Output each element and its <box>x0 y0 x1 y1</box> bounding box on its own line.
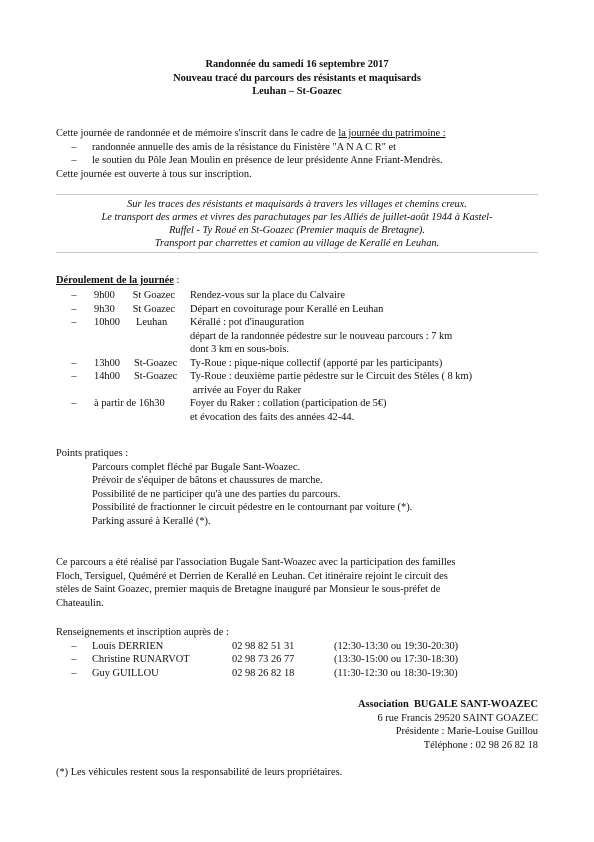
quote-line: Sur les traces des résistants et maquisards à travers les villages et chemins creux. <box>127 199 467 210</box>
contact-hours: (12:30-13:30 ou 19:30-20:30) <box>334 640 459 652</box>
header-title: Randonnée du samedi 16 septembre 2017 <box>205 59 389 70</box>
quote-line: Transport par charrettes et camion au village de Kerallé en Leuhan. <box>154 238 440 249</box>
paragraph-line: Ce parcours a été réalisé par l'association Bugale Sant-Woazec avec la participation des familles <box>56 557 456 568</box>
schedule-place: St Goazec <box>132 303 176 315</box>
heritage-day-link: la journée du patrimoine : <box>338 128 446 139</box>
dash-marker: – <box>71 371 77 382</box>
paragraph-line: Chateaulin. <box>56 597 104 609</box>
header-location: Leuhan – St-Goazec <box>252 86 342 97</box>
activity-line: arrivée au Foyer du Raker <box>190 384 302 396</box>
schedule-hour: 9h30 <box>94 303 115 315</box>
intro-section <box>56 127 546 181</box>
points-title: Points pratiques : <box>56 448 129 459</box>
intro-bullet <box>56 141 546 155</box>
paragraph-line: Floch, Tersiguel, Quéméré et Derrien de Kerallé en Leuhan. Cet itinéraire rejoint le circuit des <box>56 570 448 582</box>
schedule-row <box>56 357 546 371</box>
schedule-hour: 9h00 <box>94 290 115 301</box>
contact-phone: 02 98 73 26 77 <box>232 654 295 665</box>
schedule-place: St-Goazec <box>134 371 178 382</box>
points-item: Possibilité de fractionner le circuit pédestre en le contournant par voiture (*). <box>92 502 413 513</box>
intro-closing: Cette journée est ouverte à tous sur inscription. <box>56 168 252 180</box>
schedule-activity <box>190 370 546 397</box>
dash-marker: – <box>71 303 77 315</box>
schedule-activity <box>190 303 546 317</box>
footnote: (*) Les véhicules restent sous la responsabilité de leurs propriétaires. <box>56 767 343 778</box>
schedule-time <box>92 289 190 303</box>
points-item: Prévoir de s'équiper de bâtons et chaussures de marche. <box>92 475 323 486</box>
association-address: 6 rue Francis 29520 SAINT GOAZEC <box>377 712 538 724</box>
schedule-time <box>92 357 190 371</box>
dash-marker: – <box>71 640 77 652</box>
dash-marker: – <box>71 357 77 369</box>
schedule-place: St-Goazec <box>134 357 178 369</box>
activity-line: Kérallé : pot d'inauguration <box>190 317 305 328</box>
contact-row <box>56 653 546 667</box>
contact-name: Guy GUILLOU <box>92 667 159 679</box>
practical-points <box>56 447 546 528</box>
schedule-row <box>56 370 546 397</box>
activity-line: Foyer du Raker : collation (participation de 5€) <box>190 398 387 409</box>
quote-line: Ruffel - Ty Roué en St-Goazec (Premier maquis de Bretagne). <box>169 225 425 236</box>
schedule-time <box>92 303 190 317</box>
schedule-row <box>56 397 546 424</box>
association-phone: Téléphone : 02 98 26 82 18 <box>423 739 538 751</box>
schedule-place: Leuhan <box>136 317 168 328</box>
document-header <box>0 58 594 99</box>
dash-marker: – <box>71 654 77 665</box>
paragraph-line: stèles de Saint Goazec, premier maquis de Bretagne inauguré par Monsieur le sous-préfet de <box>56 584 441 595</box>
schedule-activity <box>190 357 546 371</box>
schedule-place: St Goazec <box>132 290 176 301</box>
schedule-row <box>56 303 546 317</box>
schedule-hour: 10h00 <box>94 317 120 328</box>
points-item: Parking assuré à Kerallé (*). <box>92 515 211 527</box>
quote-line: Le transport des armes et vivres des parachutages par les Alliés de juillet-août 1944 à Kastel- <box>101 212 493 223</box>
activity-line: et évocation des faits des années 42-44. <box>190 411 355 423</box>
activity-line: départ de la randonnée pédestre sur le nouveau parcours : 7 km <box>190 330 453 342</box>
contact-phone: 02 98 26 82 18 <box>232 667 295 679</box>
activity-line: Départ en covoiturage pour Kerallé en Leuhan <box>190 303 384 315</box>
program-title: Déroulement de la journée <box>56 275 174 286</box>
dash-marker: – <box>71 317 77 328</box>
contacts-title: Renseignements et inscription auprès de : <box>56 627 229 638</box>
points-item: Possibilité de ne participer qu'à une des parties du parcours. <box>92 488 341 500</box>
activity-line: Rendez-vous sur la place du Calvaire <box>190 290 345 301</box>
dash-marker: – <box>71 290 77 301</box>
contact-hours: (13:30-15:00 ou 17:30-18:30) <box>334 654 459 665</box>
contact-name: Louis DERRIEN <box>92 640 164 652</box>
header-subtitle: Nouveau tracé du parcours des résistants et maquisards <box>173 72 421 84</box>
contacts-section <box>56 626 546 680</box>
dash-marker: – <box>71 667 77 679</box>
intro-lead: Cette journée de randonnée et de mémoire s'inscrit dans le cadre de <box>56 128 339 139</box>
contact-hours: (11:30-12:30 ou 18:30-19:30) <box>334 667 458 679</box>
contact-name: Christine RUNARVOT <box>92 654 190 665</box>
intro-bullet-text: le soutien du Pôle Jean Moulin en présence de leur présidente Anne Friant-Mendrès. <box>92 155 443 166</box>
schedule-row <box>56 316 546 357</box>
activity-line: dont 3 km en sous-bois. <box>190 344 290 355</box>
schedule-activity <box>190 397 546 424</box>
dash-marker: – <box>71 155 77 166</box>
dash-marker: – <box>71 141 77 153</box>
quote-box <box>56 194 538 253</box>
contact-phone: 02 98 82 51 31 <box>232 640 295 652</box>
activity-line: Ty-Roue : deuxième partie pédestre sur le Circuit des Stèles ( 8 km) <box>190 371 473 382</box>
schedule-row <box>56 289 546 303</box>
program-schedule <box>56 289 546 424</box>
intro-bullet-text: randonnée annuelle des amis de la résistance du Finistère "A N A C R" et <box>92 141 396 153</box>
points-item: Parcours complet fléché par Bugale Sant-Woazec. <box>92 461 301 473</box>
credits-paragraph <box>56 556 544 610</box>
activity-line: Ty-Roue : pique-nique collectif (apporté par les participants) <box>190 357 443 369</box>
schedule-activity <box>190 289 546 303</box>
schedule-time <box>92 397 190 411</box>
intro-text <box>56 127 546 141</box>
schedule-time <box>92 370 190 384</box>
schedule-hour: 13h00 <box>94 357 120 369</box>
association-president: Présidente : Marie-Louise Guillou <box>395 726 538 737</box>
schedule-activity <box>190 316 546 357</box>
schedule-hour: à partir de 16h30 <box>94 398 165 409</box>
intro-bullet <box>56 154 546 168</box>
schedule-time <box>92 316 190 330</box>
program-heading <box>56 274 179 288</box>
contact-row <box>56 640 546 654</box>
association-signature <box>358 698 538 752</box>
schedule-hour: 14h00 <box>94 371 120 382</box>
contact-row <box>56 667 546 681</box>
association-name: Association BUGALE SANT-WOAZEC <box>357 699 538 710</box>
dash-marker: – <box>71 398 77 409</box>
program-title-suffix: : <box>173 275 180 286</box>
